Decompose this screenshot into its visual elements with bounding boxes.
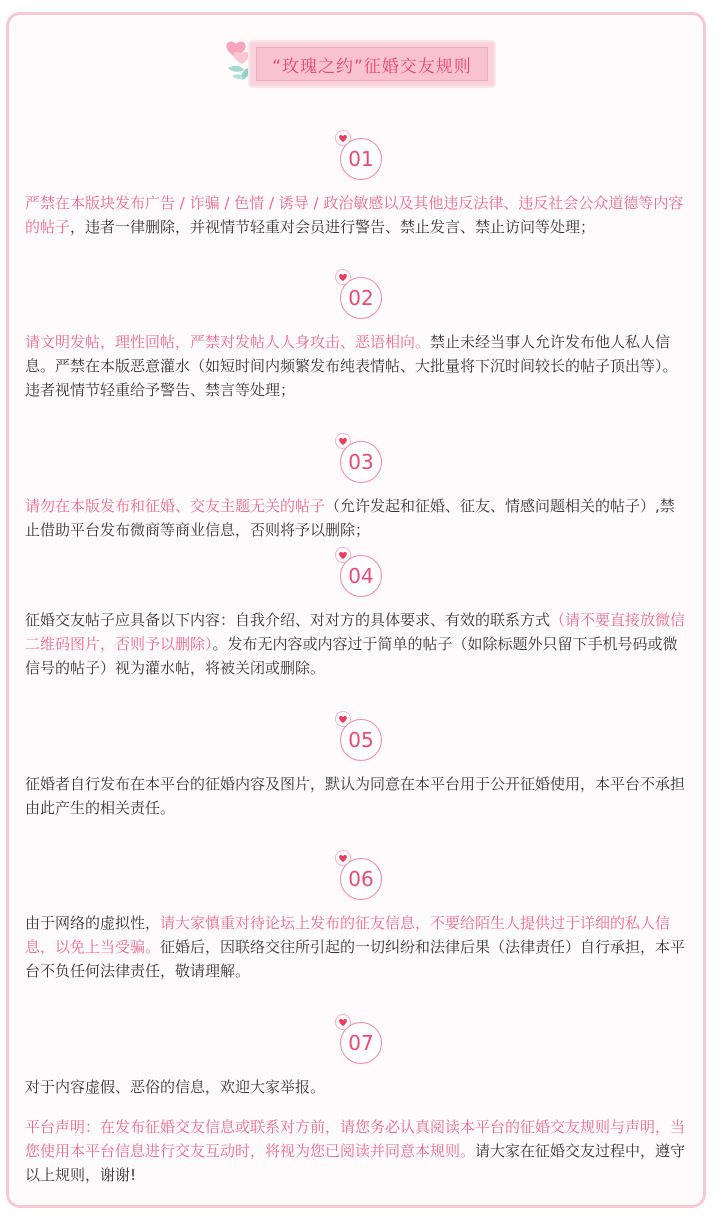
rule-body-before: 征婚交友帖子应具备以下内容：自我介绍、对对方的具体要求、有效的联系方式 [25, 611, 551, 629]
rule-text [25, 772, 687, 820]
rule-number-badge [338, 277, 384, 317]
rule-number-badge [338, 138, 384, 178]
rule-body: 征婚者自行发布在本平台的征婚内容及图片，默认为同意在本平台用于公开征婚使用，本平台不承担由此产生的相关责任。 [25, 775, 686, 817]
rule-body: 对于内容虚假、恶俗的信息，欢迎大家举报。 [25, 1078, 326, 1096]
declaration-highlight: 平台声明：在发布征婚交友信息或联系对方前，请您务必认真阅读本平台的征婚交友规则与声明，当您使用本平台信息进行交友互动时，将视为您已阅读并同意本规则。 [25, 1118, 686, 1160]
platform-declaration [25, 1115, 687, 1187]
rule-number-badge [338, 1022, 384, 1062]
rule-body: ，违者一律删除，并视情节轻重对会员进行警告、禁止发言、禁止访问等处理； [70, 218, 596, 236]
rule-number-badge [338, 858, 384, 898]
rule-body: 禁止未经当事人允许发布他人私人信息。严禁在本版恶意灌水（如短时间内频繁发布纯表情帖、大批量将下沉时间较长的帖子顶出等）。违者视情节轻重给予警告、禁言等处理； [25, 333, 678, 399]
rule-text [25, 191, 687, 239]
rule-number-badge [338, 555, 384, 595]
rule-body: 。发布无内容或内容过于简单的帖子（如除标题外只留下手机号码或微信号的帖子）视为灌水帖，将被关闭或删除。 [25, 635, 678, 677]
rule-body: （允许发起和征婚、征友、情感问题相关的帖子）,禁止借助平台发布微商等商业信息，否则将予以删除； [25, 497, 675, 539]
rule-highlight: 请文明发帖，理性回帖，严禁对发帖人人身攻击、恶语相向。 [25, 333, 431, 351]
rule-number: 05 [348, 728, 374, 752]
rule-highlight: 严禁在本版块发布广告 / 诈骗 / 色情 / 诱导 / 政治敏感以及其他违反法律、违反社会公众道德等内容的帖子 [25, 194, 684, 236]
rule-highlight: 请勿在本版发布和征婚、交友主题无关的帖子 [25, 497, 326, 515]
rule-number-badge [338, 719, 384, 759]
rule-number: 07 [348, 1031, 374, 1055]
rule-highlight: （请不要直接放微信二维码图片，否则予以删除） [25, 611, 686, 653]
title-box [250, 42, 494, 86]
title-banner [222, 40, 522, 88]
rule-text [25, 1075, 687, 1099]
rule-body-before: 由于网络的虚拟性， [25, 914, 161, 932]
rule-number-badge [338, 441, 384, 481]
rule-number: 06 [348, 867, 374, 891]
rule-body: 征婚后，因联络交往所引起的一切纠纷和法律后果（法律责任）自行承担，本平台不负任何法律责任，敬请理解。 [25, 938, 686, 980]
rule-highlight: 请大家慎重对待论坛上发布的征友信息，不要给陌生人提供过于详细的私人信息，以免上当受骗。 [25, 914, 671, 956]
page-title: “玫瑰之约”征婚交友规则 [256, 47, 488, 81]
rule-number: 04 [348, 564, 374, 588]
rule-number: 01 [348, 147, 374, 171]
rule-text [25, 911, 687, 983]
rule-number: 02 [348, 286, 374, 310]
rule-number: 03 [348, 450, 374, 474]
declaration-body: 请大家在征婚交友过程中，遵守以上规则，谢谢! [25, 1142, 686, 1184]
rule-text [25, 330, 687, 402]
rule-text [25, 608, 687, 680]
rule-text [25, 494, 687, 542]
